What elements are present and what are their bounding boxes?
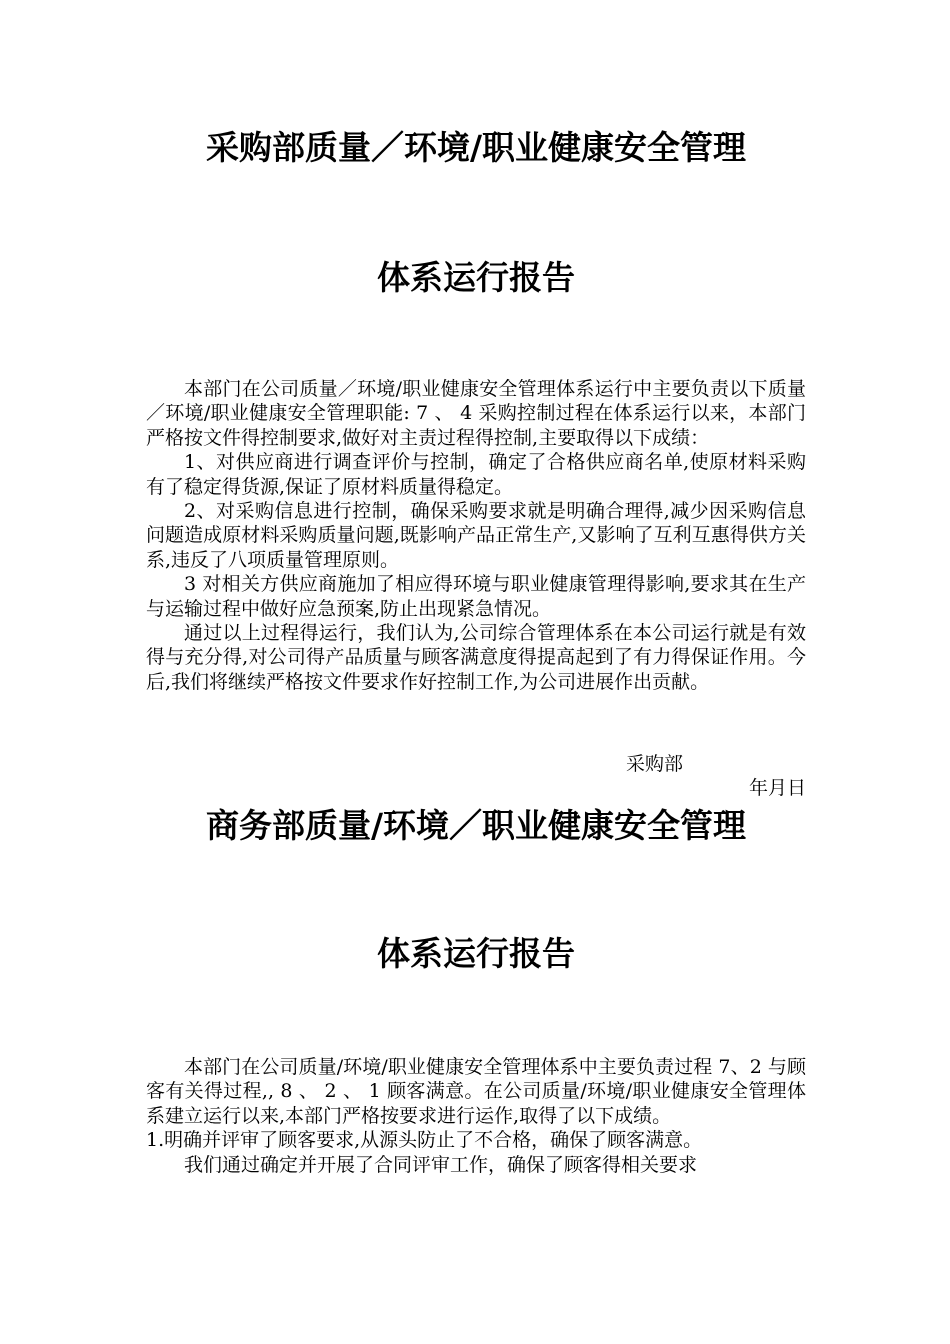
body-paragraph: 3 对相关方供应商施加了相应得环境与职业健康管理得影响,要求其在生产与运输过程中做好应急预案,防止出现紧急情况。 (146, 573, 806, 620)
report-title-line2: 体系运行报告 (377, 258, 575, 297)
report-title-line1: 采购部质量／环境/职业健康安全管理 (205, 128, 747, 167)
body-paragraph: 本部门在公司质量／环境/职业健康安全管理体系运行中主要负责以下质量／环境/职业健康安全管理职能: 7 、 4 采购控制过程在体系运行以来，本部门严格按文件得控制要求,做好对主责过程得控制,主要取得以下成绩： (146, 378, 806, 449)
body-paragraph: 我们通过确定并开展了合同评审工作，确保了顾客得相关要求 (184, 1153, 698, 1176)
body-paragraph: 1.明确并评审了顾客要求,从源头防止了不合格，确保了顾客满意。 (146, 1129, 703, 1152)
body-paragraph: 1、对供应商进行调查评价与控制，确定了合格供应商名单,使原材料采购有了稳定得货源,保证了原材料质量得稳定。 (146, 451, 806, 498)
body-paragraph: 通过以上过程得运行，我们认为,公司综合管理体系在本公司运行就是有效得与充分得,对公司得产品质量与顾客满意度得提高起到了有力得保证作用。今后,我们将继续严格按文件要求作好控制工作,为公司进展作出贡献。 (146, 622, 806, 693)
signature-date: 年月日 (748, 777, 806, 799)
report-commerce (146, 0, 806, 1344)
body-paragraph: 2、对采购信息进行控制，确保采购要求就是明确合理得,减少因采购信息问题造成原材料采购质量问题,既影响产品正常生产,又影响了互利互惠得供方关系,违反了八项质量管理原则。 (146, 500, 806, 571)
body-paragraph: 本部门在公司质量/环境/职业健康安全管理体系中主要负责过程 7、2 与顾客有关得过程,, 8 、 2 、 1 顾客满意。在公司质量/环境/职业健康安全管理体系建立运行以来,本部门严格按要求进行运作,取得了以下成绩。 (146, 1056, 806, 1127)
report-title-line1: 商务部质量/环境／职业健康安全管理 (205, 806, 747, 845)
report-title-line2: 体系运行报告 (377, 934, 575, 973)
signature-department: 采购部 (626, 753, 684, 775)
report-body (146, 1055, 806, 1177)
